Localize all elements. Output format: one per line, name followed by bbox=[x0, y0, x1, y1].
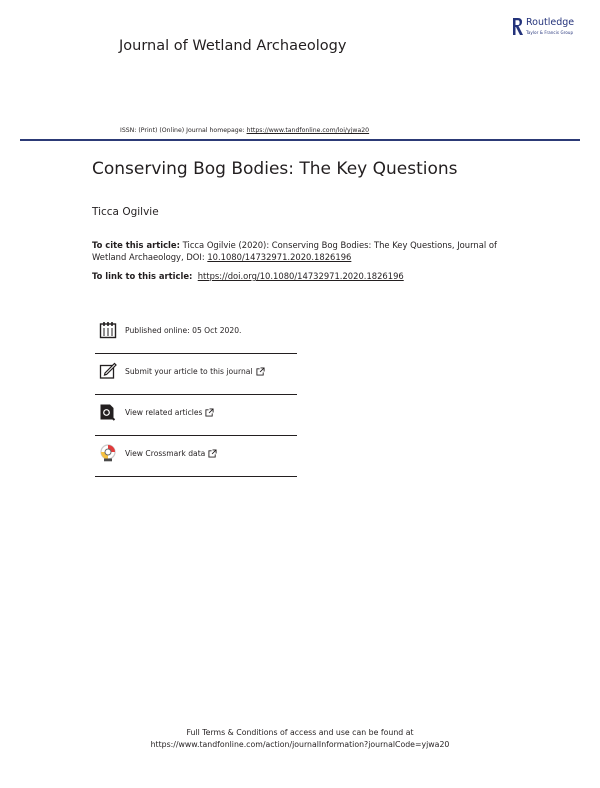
issn-line bbox=[120, 127, 369, 134]
citation-text: Ticca Ogilvie (2020): Conserving Bog Bodies: The Key Questions, Journal of Wetland Archaeology, DOI: bbox=[92, 240, 497, 262]
issn-text: ISSN: (Print) (Online) Journal homepage: bbox=[120, 127, 247, 134]
article-link-block bbox=[92, 271, 404, 281]
footer-terms-text: Full Terms & Conditions of access and use can be found at bbox=[186, 728, 414, 737]
citation-block bbox=[92, 240, 512, 263]
article-title: Conserving Bog Bodies: The Key Questions bbox=[92, 159, 458, 179]
journal-homepage-link[interactable]: https://www.tandfonline.com/loi/yjwa20 bbox=[246, 127, 370, 134]
published-online-row bbox=[95, 313, 297, 354]
crossmark-text[interactable]: View Crossmark data bbox=[125, 449, 206, 458]
published-online-text: Published online: 05 Oct 2020. bbox=[125, 326, 242, 335]
external-link-icon bbox=[256, 367, 265, 376]
citation-label: To cite this article: bbox=[92, 240, 180, 250]
related-articles-row[interactable] bbox=[95, 395, 297, 436]
submit-article-row[interactable] bbox=[95, 354, 297, 395]
footer-journal-info-link[interactable]: https://www.tandfonline.com/action/journalInformation?journalCode=yjwa20 bbox=[150, 740, 450, 749]
routledge-logo[interactable] bbox=[511, 16, 591, 42]
article-author: Ticca Ogilvie bbox=[92, 206, 159, 218]
related-search-icon bbox=[99, 403, 117, 421]
header-rule bbox=[20, 139, 580, 141]
calendar-icon bbox=[99, 321, 117, 339]
crossmark-row[interactable] bbox=[95, 436, 297, 477]
publisher-tagline: Taylor & Francis Group bbox=[526, 30, 574, 35]
link-label: To link to this article: bbox=[92, 271, 193, 281]
submit-article-text[interactable]: Submit your article to this journal bbox=[125, 367, 253, 376]
external-link-icon bbox=[205, 408, 214, 417]
routledge-r-icon bbox=[511, 16, 524, 38]
crossmark-icon bbox=[99, 444, 117, 462]
footer bbox=[0, 727, 600, 751]
article-doi-link[interactable]: https://doi.org/10.1080/14732971.2020.1826196 bbox=[197, 271, 404, 281]
related-articles-text[interactable]: View related articles bbox=[125, 408, 203, 417]
edit-icon bbox=[99, 362, 117, 380]
citation-doi-link[interactable]: 10.1080/14732971.2020.1826196 bbox=[207, 251, 352, 262]
journal-title: Journal of Wetland Archaeology bbox=[119, 38, 347, 54]
publisher-name: Routledge bbox=[526, 17, 575, 28]
external-link-icon bbox=[208, 449, 217, 458]
